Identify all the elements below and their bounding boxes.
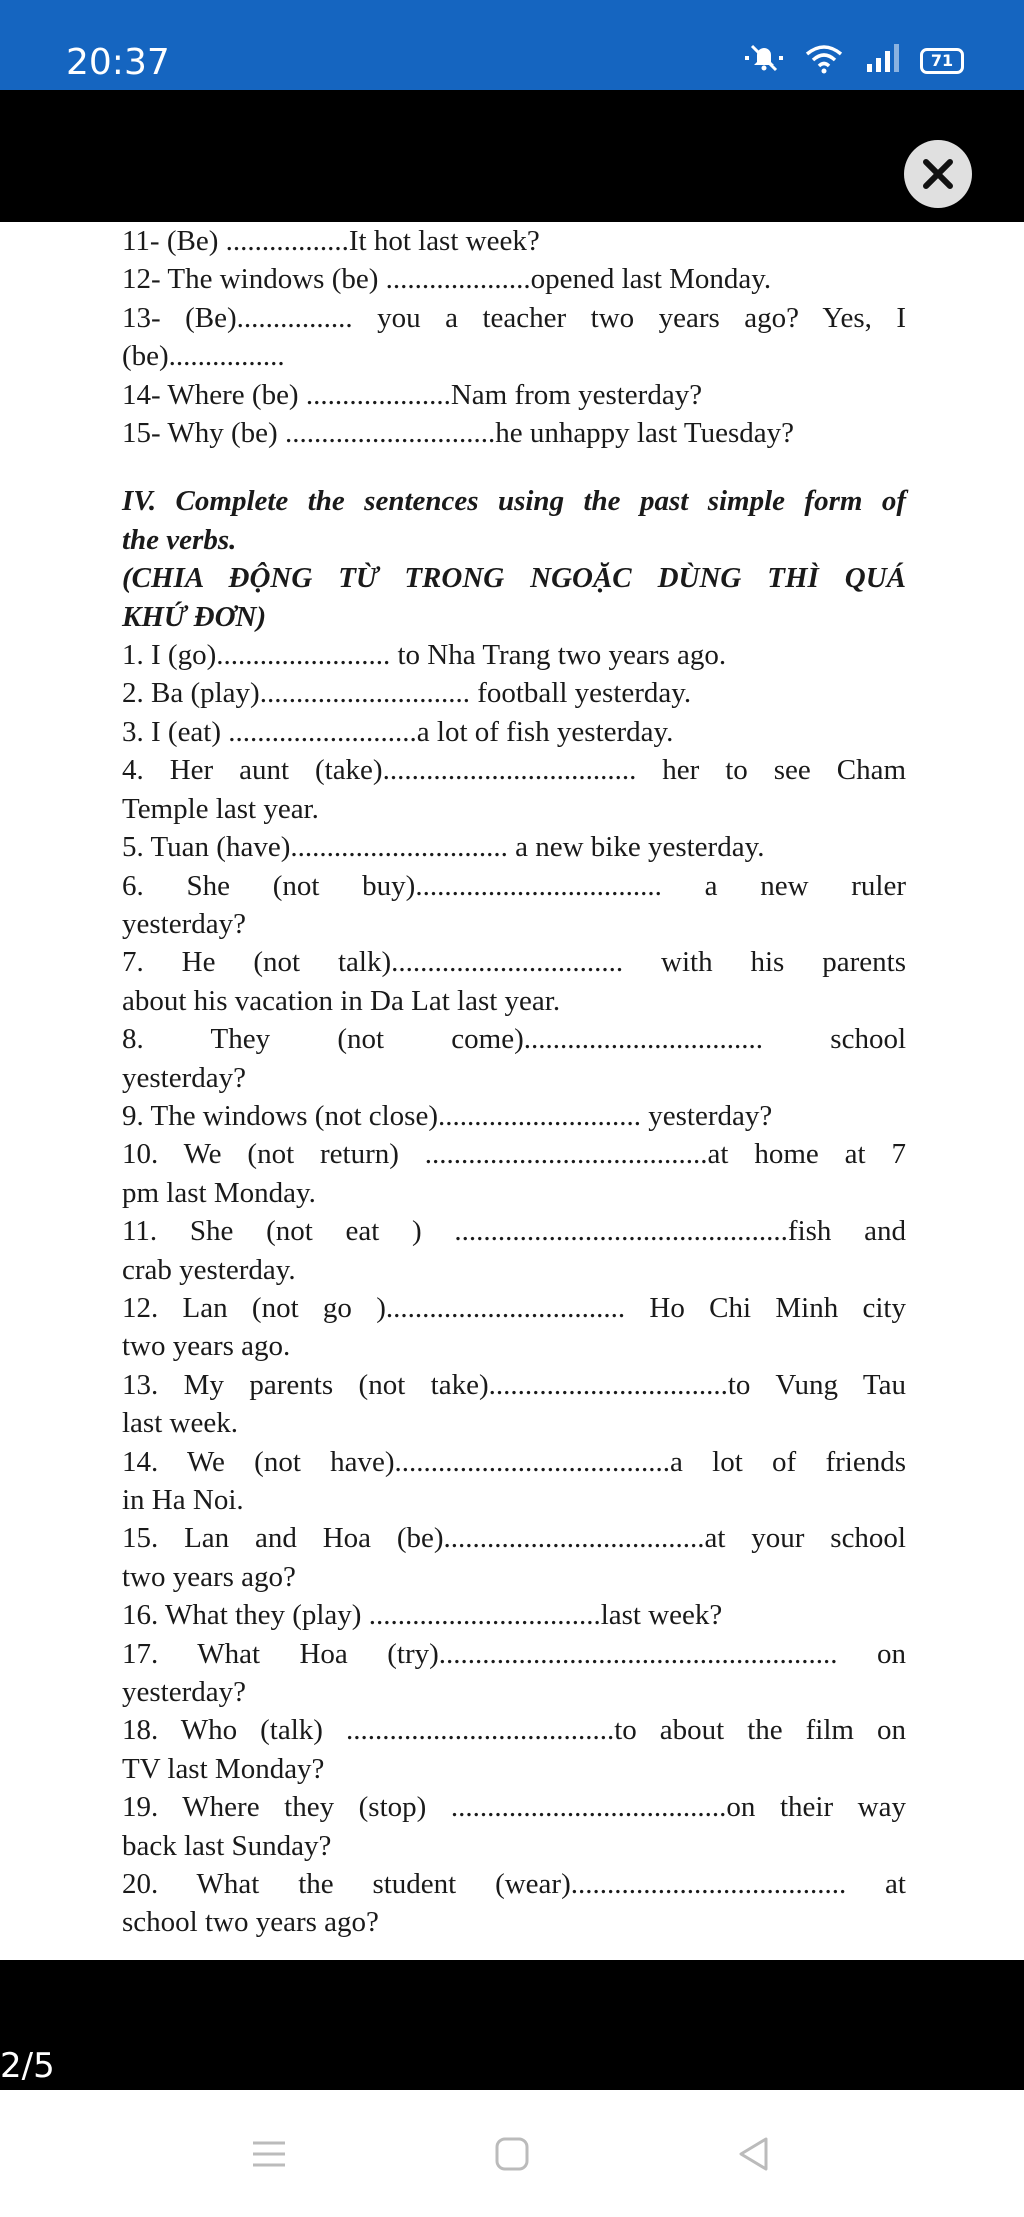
exercise-line: 7. He (not talk)................................ with his parents xyxy=(122,946,906,979)
battery-level: 71 xyxy=(930,51,954,70)
exercise-line: 8. They (not come)................................. school xyxy=(122,1023,906,1056)
exercise-line: 1. I (go)........................ to Nha Trang two years ago. xyxy=(122,639,727,672)
exercise-line: school two years ago? xyxy=(122,1906,379,1939)
exercise-line: 6. She (not buy).................................. a new ruler xyxy=(122,869,906,902)
exercise-line: 18. Who (talk) .....................................to about the film on xyxy=(122,1714,906,1747)
exercise-line: 12- The windows (be) ....................opened last Monday. xyxy=(122,263,772,296)
exercise-line: about his vacation in Da Lat last year. xyxy=(122,984,561,1017)
exercise-line: 9. The windows (not close)............................ yesterday? xyxy=(122,1099,773,1132)
status-icons xyxy=(744,42,964,79)
section-heading: IV. Complete the sentences using the past simple form of xyxy=(122,485,906,518)
exercise-line: 14. We (not have)......................................a lot of friends xyxy=(122,1445,906,1478)
exercise-line: 12. Lan (not go )................................. Ho Chi Minh city xyxy=(122,1291,906,1324)
page-indicator: 2/5 xyxy=(0,2046,55,2086)
exercise-line: TV last Monday? xyxy=(122,1752,325,1785)
navigation-bar xyxy=(0,2090,1024,2217)
document-page xyxy=(0,222,1024,1960)
menu-button[interactable] xyxy=(241,2126,297,2182)
exercise-line: (be)................ xyxy=(122,340,285,373)
exercise-line: Temple last year. xyxy=(122,792,319,825)
exercise-line: 2. Ba (play)............................. football yesterday. xyxy=(122,677,692,710)
exercise-line: in Ha Noi. xyxy=(122,1484,244,1516)
exercise-line: 3. I (eat) ..........................a lot of fish yesterday. xyxy=(122,715,674,748)
exercise-line: 15- Why (be) .............................he unhappy last Tuesday? xyxy=(122,417,795,450)
signal-icon xyxy=(864,42,900,79)
section-heading-vi: KHỨ ĐƠN) xyxy=(122,600,267,633)
worksheet xyxy=(122,222,906,1942)
exercise-line: 13- (Be)................ you a teacher two years ago? Yes, I xyxy=(122,301,906,334)
status-time: 20:37 xyxy=(66,42,170,83)
exercise-line: crab yesterday. xyxy=(122,1253,296,1286)
exercise-line: 16. What they (play) ................................last week? xyxy=(122,1599,723,1632)
exercise-line: 19. Where they (stop) ......................................on their way xyxy=(122,1791,906,1824)
exercise-line: 13. My parents (not take).................................to Vung Tau xyxy=(122,1368,906,1401)
exercise-line: two years ago. xyxy=(122,1330,291,1363)
exercise-line: back last Sunday? xyxy=(122,1829,332,1862)
back-button[interactable] xyxy=(726,2126,782,2182)
menu-icon xyxy=(251,2139,287,2169)
battery-icon xyxy=(920,48,964,74)
section-heading: the verbs. xyxy=(122,523,237,556)
section-heading-vi: (CHIA ĐỘNG TỪ TRONG NGOẶC DÙNG THÌ QUÁ xyxy=(122,562,906,595)
wifi-icon xyxy=(804,42,844,79)
exercise-line: yesterday? xyxy=(122,1676,246,1709)
exercise-line: pm last Monday. xyxy=(122,1176,316,1209)
status-bar xyxy=(0,0,1024,90)
exercise-line: 17. What Hoa (try)....................................................... on xyxy=(122,1637,906,1670)
home-icon xyxy=(494,2136,530,2172)
exercise-line: 11. She (not eat ) ..............................................fish and xyxy=(122,1215,906,1248)
exercise-line: 10. We (not return) .......................................at home at 7 xyxy=(122,1138,906,1171)
exercise-line: two years ago? xyxy=(122,1560,296,1593)
exercise-line: 4. Her aunt (take)................................... her to see Cham xyxy=(122,754,906,787)
viewer-top-bar xyxy=(0,90,1024,222)
exercise-line: 20. What the student (wear)...................................... at xyxy=(122,1868,906,1901)
exercise-line: yesterday? xyxy=(122,1061,246,1094)
close-button[interactable] xyxy=(904,140,972,208)
exercise-line: yesterday? xyxy=(122,907,246,940)
home-button[interactable] xyxy=(484,2126,540,2182)
back-icon xyxy=(736,2136,772,2172)
mute-icon xyxy=(744,42,784,79)
exercise-line: last week. xyxy=(122,1407,238,1440)
exercise-line: 15. Lan and Hoa (be)....................................at your school xyxy=(122,1522,906,1555)
exercise-line: 11- (Be) .................It hot last week? xyxy=(122,225,540,257)
exercise-line: 5. Tuan (have).............................. a new bike yesterday. xyxy=(122,831,765,864)
close-icon xyxy=(920,156,956,192)
exercise-line: 14- Where (be) ....................Nam from yesterday? xyxy=(122,378,703,411)
